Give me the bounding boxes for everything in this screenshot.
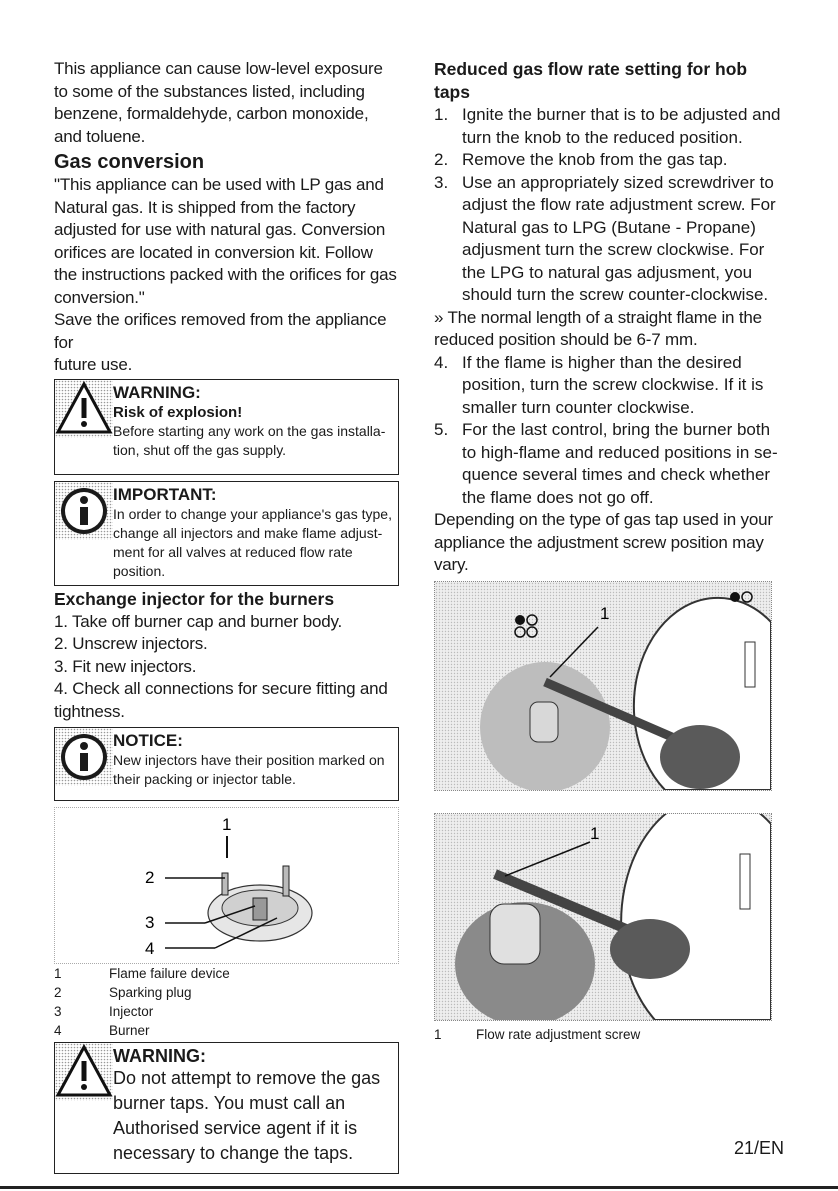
warning-box-explosion <box>54 379 399 475</box>
save-text-line1: Save the orifices removed from the appliance for <box>54 310 387 352</box>
tap-photo-2-svg <box>435 814 771 1020</box>
step-number: 3. <box>434 172 449 192</box>
save-text-line2: future use. <box>54 355 133 374</box>
gas-conversion-heading: Gas conversion <box>54 151 205 173</box>
step-5 <box>434 419 784 509</box>
step-4 <box>434 352 784 420</box>
burner-legend <box>54 964 399 1040</box>
step-number: 5. <box>434 420 449 439</box>
legend-row <box>54 964 399 983</box>
exchange-steps-list <box>54 611 399 724</box>
left-column <box>54 58 399 1180</box>
flame-length-note: » The normal length of a straight flame in the reduced position should be 6-7 mm. <box>434 307 762 349</box>
step-text: Ignite the burner that is to be adjusted and turn the knob to the reduced position. <box>462 105 781 147</box>
exchange-injector-heading: Exchange injector for the burners <box>54 588 335 609</box>
legend-row <box>54 1021 399 1040</box>
step-text: If the flame is higher than the desired position, turn the screw clockwise. If it is smaller turn counter clockwise. <box>462 352 764 417</box>
info-icon <box>55 728 113 786</box>
exchange-step-2: 2. Unscrew injectors. <box>54 634 208 653</box>
warning1-text: Before starting any work on the gas installa- tion, shut off the gas supply. <box>113 422 386 458</box>
exchange-step-3: 3. Fit new injectors. <box>54 656 197 676</box>
info-icon <box>55 482 113 540</box>
photo2-label-1: 1 <box>590 823 600 843</box>
tap-photo-1-svg <box>435 582 771 790</box>
figure-label-1: 1 <box>222 815 232 834</box>
notice-title: NOTICE: <box>113 731 183 750</box>
reduced-flow-heading: Reduced gas flow rate setting for hob taps <box>434 59 748 102</box>
burner-diagram <box>54 807 399 964</box>
legend-number: 3 <box>54 1004 62 1019</box>
legend-number: 2 <box>54 985 62 1000</box>
burner-diagram-svg <box>55 808 398 963</box>
figure-label-4: 4 <box>145 939 155 958</box>
warning1-title: WARNING: <box>113 382 201 402</box>
warning2-title: WARNING: <box>113 1046 206 1066</box>
legend-number: 1 <box>434 1026 442 1042</box>
important-box <box>54 481 399 586</box>
legend-label: Burner <box>109 1023 150 1038</box>
exchange-step-4-cont: tightness. <box>54 701 125 721</box>
warning2-text: Do not attempt to remove the gas burner taps. You must call an Authorised service agent if it is necessary to change the taps. <box>113 1068 381 1163</box>
important-title: IMPORTANT: <box>113 484 217 504</box>
tap-adjustment-photo-2 <box>434 813 772 1021</box>
step-2 <box>434 149 784 172</box>
intro-paragraph: This appliance can cause low-level exposure to some of the substances listed, including benzene, formaldehyde, carbon monoxide, and toluene. <box>54 59 383 146</box>
legend-label: Injector <box>109 1004 154 1019</box>
bottom-rule <box>0 1186 838 1189</box>
right-column <box>434 58 784 1044</box>
warning-triangle-icon <box>55 380 113 438</box>
step-number: 2. <box>434 150 449 169</box>
step-number: 4. <box>434 352 449 372</box>
legend-label: Sparking plug <box>109 985 192 1000</box>
figure-label-3: 3 <box>145 913 155 932</box>
page-number: 21/EN <box>733 1138 784 1158</box>
step-text: For the last control, bring the burner both to high-flame and reduced positions in se- quence several times and check whether the flame does not go off. <box>462 420 778 507</box>
legend-label: Flame failure device <box>109 966 230 981</box>
step-3 <box>434 172 784 307</box>
notice-text: New injectors have their position marked on their packing or injector table. <box>113 752 385 787</box>
tap-adjustment-photo-1 <box>434 581 772 791</box>
legend-label: Flow rate adjustment screw <box>476 1026 641 1042</box>
warning-box-taps <box>54 1042 399 1174</box>
depending-text: Depending on the type of gas tap used in your appliance the adjustment screw position may vary. <box>434 510 773 574</box>
photo1-label-1: 1 <box>600 603 610 623</box>
tap-legend <box>434 1025 784 1044</box>
exchange-step-1: 1. Take off burner cap and burner body. <box>54 611 343 631</box>
legend-number: 4 <box>54 1023 62 1038</box>
legend-row <box>54 983 399 1002</box>
legend-row <box>54 1002 399 1021</box>
exchange-step-4: 4. Check all connections for secure fitting and <box>54 679 388 698</box>
important-text: In order to change your appliance's gas type, change all injectors and make flame adjust- ment for all valves at reduced flow rate position. <box>113 505 392 579</box>
warning1-subtitle: Risk of explosion! <box>113 403 243 421</box>
gas-conversion-text: "This appliance can be used with LP gas and Natural gas. It is shipped from the factory adjusted for use with natural gas. Conversion orifices are located in conversion kit. Follow the instructions packed with the orifices for gas conversion." <box>54 175 397 307</box>
adjustment-steps-b <box>434 352 784 510</box>
legend-number: 1 <box>54 966 62 981</box>
step-text: Use an appropriately sized screwdriver to adjust the flow rate adjustment screw. For Natural gas to LPG (Butane - Propane) adjusment turn the screw clockwise. For the LPG to natural gas adjusment, you should turn the screw counter-clockwise. <box>462 172 776 304</box>
step-1 <box>434 104 784 149</box>
figure-label-2: 2 <box>145 868 155 887</box>
save-orifices-text <box>54 309 399 377</box>
adjustment-steps-a <box>434 104 784 307</box>
warning-triangle-icon <box>55 1043 113 1101</box>
legend-row <box>434 1025 784 1044</box>
step-text: Remove the knob from the gas tap. <box>462 150 728 169</box>
notice-box <box>54 727 399 801</box>
step-number: 1. <box>434 105 449 124</box>
